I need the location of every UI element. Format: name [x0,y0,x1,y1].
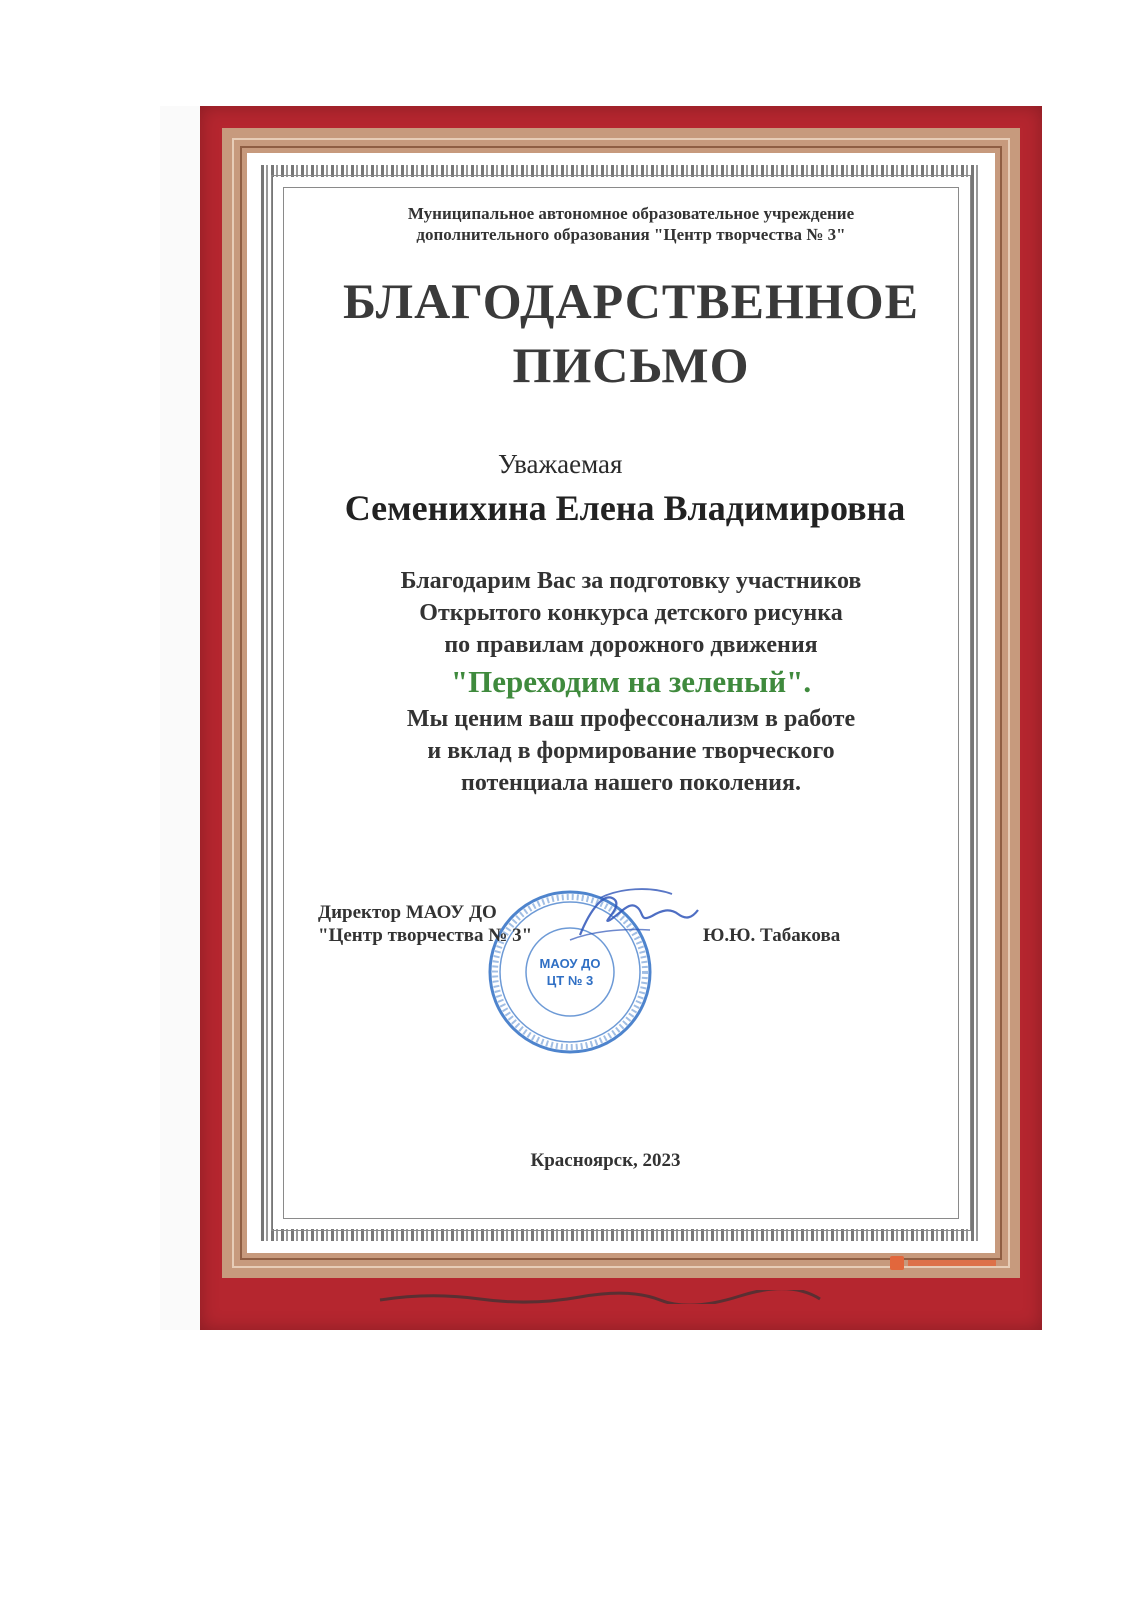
body-line: Открытого конкурса детского рисунка [419,600,843,626]
city-year: Красноярск, 2023 [530,1150,681,1171]
director-organization: "Центр творчества № 3" [318,925,533,946]
director-title: Директор МАОУ ДО [318,902,497,923]
signer-name: Ю.Ю. Табакова [703,925,841,946]
body-line: Благодарим Вас за подготовку участников [400,568,862,594]
organization-header: Муниципальное автономное образовательное учреждение дополнительного образования "Центр творчества № 3" [407,204,855,244]
body-line: потенциала нашего поколения. [461,770,801,796]
recipient-name: Семенихина Елена Владимировна [344,488,906,528]
title-line-2: ПИСЬМО [512,337,750,393]
body-line: и вклад в формирование творческого [427,738,835,764]
body-line: по правилам дорожного движения [444,632,818,658]
stamp-center-line2: ЦТ № 3 [546,973,594,988]
body-line: Мы ценим ваш профессонализм в работе [406,706,856,732]
contest-name: "Переходим на зеленый". [450,664,812,699]
greeting: Уважаемая [498,449,623,479]
handwritten-signature [560,880,710,950]
stamp-center-line1: МАОУ ДО [539,956,601,971]
title-line-1: БЛАГОДАРСТВЕННОЕ [343,273,919,329]
